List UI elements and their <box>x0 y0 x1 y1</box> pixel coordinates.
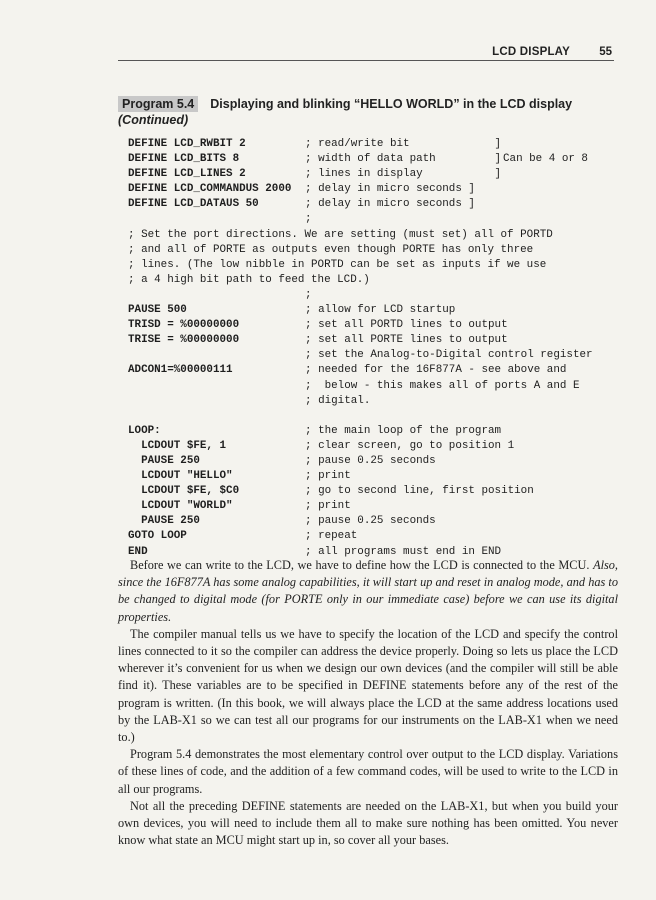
page-number: 55 <box>599 46 612 58</box>
code-statement: PAUSE 250 <box>128 454 200 467</box>
code-comment: ; pause 0.25 seconds <box>305 454 436 467</box>
code-line <box>128 212 623 227</box>
code-comment: ; set the Analog-to-Digital control register <box>305 349 593 362</box>
code-statement: PAUSE 500 <box>128 304 187 317</box>
define-block <box>128 137 623 228</box>
code-line <box>128 152 623 167</box>
code-line <box>128 318 623 333</box>
code-line <box>128 333 623 348</box>
code-comment: ; needed for the 16F877A - see above and <box>305 364 567 377</box>
code-comment: ; set all PORTD lines to output <box>305 319 508 332</box>
code-statement: TRISE = %00000000 <box>128 334 240 347</box>
code-comment: ; clear screen, go to position 1 <box>305 439 515 452</box>
code-statement: LCDOUT $FE, 1 <box>128 439 227 452</box>
code-line <box>128 288 623 303</box>
code-statement: LCDOUT "HELLO" <box>128 470 233 483</box>
code-statement: GOTO LOOP <box>128 530 187 543</box>
code-comment: ; read/write bit ] <box>305 138 502 150</box>
code-statement: ADCON1=%00000111 <box>128 364 233 377</box>
program-title: Displaying and blinking “HELLO WORLD” in the LCD display <box>210 97 573 111</box>
port-direction-comment: ; Set the port directions. We are setting (must set) all of PORTD ; and all of PORTE as outputs even though PORTE has only three ; lines. (The low nibble in PORTD can be set as inputs if we use ; a 4 high bit path to feed the LCD.) <box>128 228 553 286</box>
header-rule <box>118 60 614 61</box>
code-statement: DEFINE LCD_LINES 2 <box>128 168 246 181</box>
code-comment: ; below - this makes all of ports A and E <box>305 379 580 392</box>
code-line <box>128 469 623 484</box>
code-line <box>128 379 623 394</box>
code-statement: TRISD = %00000000 <box>128 319 240 332</box>
code-comment: ; set all PORTE lines to output <box>305 334 508 347</box>
code-comment: ; delay in micro seconds ] <box>305 183 475 196</box>
code-comment: ; go to second line, first position <box>305 485 534 498</box>
code-listing <box>128 137 623 560</box>
loop-block <box>128 424 623 560</box>
code-line <box>128 484 623 499</box>
body-text <box>118 557 618 849</box>
code-line <box>128 197 623 212</box>
paragraph-italic-text: Also, since the 16F877A has some analog capabilities, it will start up and reset in analog mode, and has to be changed to digital mode (for PORTE only in our immediate case) before we can use its digital properties. <box>118 558 618 624</box>
setup-block <box>128 288 623 409</box>
code-comment: ; lines in display ] <box>305 168 502 181</box>
code-statement: DEFINE LCD_DATAUS 50 <box>128 198 259 211</box>
code-comment: ; pause 0.25 seconds <box>305 515 436 528</box>
code-line <box>128 182 623 197</box>
program-label: Program 5.4 <box>118 96 198 112</box>
code-line <box>128 394 623 409</box>
code-comment-extra: Can be 4 or 8 <box>503 153 588 166</box>
paragraph <box>118 557 618 626</box>
code-line <box>128 499 623 514</box>
paragraph: Program 5.4 demonstrates the most elementary control over output to the LCD display. Variations of these lines of code, and the addition of a few command codes, will be used to write to the LCD in all our programs. <box>118 747 618 796</box>
code-line <box>128 167 623 182</box>
code-comment: ; print <box>305 500 351 513</box>
code-comment: ; <box>305 288 312 301</box>
running-head: LCD DISPLAY <box>492 46 570 58</box>
code-line <box>128 454 623 469</box>
code-line <box>128 137 623 152</box>
code-comment: ; print <box>305 470 351 483</box>
code-comment: ; the main loop of the program <box>305 424 502 437</box>
code-spacer <box>128 409 623 424</box>
code-comment: ; delay in micro seconds ] <box>305 198 475 211</box>
code-line <box>128 363 623 378</box>
code-statement: PAUSE 250 <box>128 515 200 528</box>
code-line <box>128 303 623 318</box>
code-comment: ; <box>305 213 312 226</box>
code-statement: LOOP: <box>128 424 161 437</box>
code-line <box>128 439 623 454</box>
code-comment: ; digital. <box>305 394 371 407</box>
code-line <box>128 348 623 363</box>
paragraph: The compiler manual tells us we have to specify the location of the LCD and specify the control lines connected to it so the compiler can address the device properly. Doing so lets us place the LCD wherever it’s convenient for us when we design our own devices (and the compiler will still be able find it). These variables are to be specified in DEFINE statements before any of the rest of the program is written. (In this book, we will always place the LCD at the same address locations used by the LAB-X1 so we can test all our programs for our instruments on the LAB-X1 when we need to.) <box>118 626 618 745</box>
code-line <box>128 514 623 529</box>
code-line <box>128 424 623 439</box>
code-comment: ; repeat <box>305 530 358 543</box>
code-statement: DEFINE LCD_RWBIT 2 <box>128 138 246 150</box>
program-caption <box>118 96 618 128</box>
code-comment: ; allow for LCD startup <box>305 304 456 317</box>
code-comment: ; all programs must end in END <box>305 545 502 558</box>
code-statement: DEFINE LCD_BITS 8 <box>128 153 240 166</box>
code-comment: ; width of data path ] <box>305 153 502 166</box>
code-statement: DEFINE LCD_COMMANDUS 2000 <box>128 183 292 196</box>
page-header <box>0 0 656 64</box>
code-statement: LCDOUT "WORLD" <box>128 500 233 513</box>
code-line <box>128 529 623 544</box>
paragraph-text: Before we can write to the LCD, we have to define how the LCD is connected to the MCU. <box>130 558 594 572</box>
continued-label: (Continued) <box>118 113 189 127</box>
code-statement: END <box>128 545 148 558</box>
paragraph: Not all the preceding DEFINE statements are needed on the LAB-X1, but when you build your own devices, you will need to include them all to make sure nothing has been omitted. You never know what state an MCU might start up in, so cover all your bases. <box>118 798 618 848</box>
code-statement: LCDOUT $FE, $C0 <box>128 485 240 498</box>
